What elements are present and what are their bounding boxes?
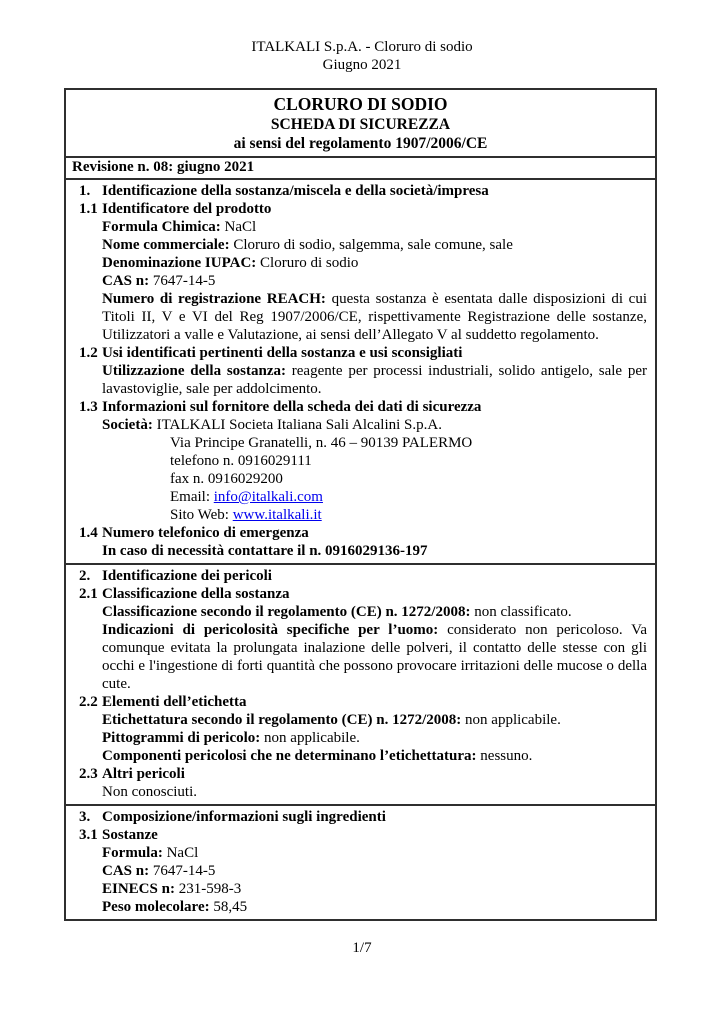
section-title: Classificazione della sostanza xyxy=(102,586,290,602)
section-number: 1.2 xyxy=(79,345,98,361)
field-value: 58,45 xyxy=(213,899,248,915)
field-value: NaCl xyxy=(224,219,257,235)
safety-sheet-table xyxy=(64,88,657,921)
section-1-4-heading xyxy=(66,524,647,542)
section-title: Numero telefonico di emergenza xyxy=(102,525,309,541)
section-title: Informazioni sul fornitore della scheda dei dati di sicurezza xyxy=(102,399,482,415)
section-number: 1.4 xyxy=(79,525,98,541)
title-block xyxy=(66,90,655,156)
section-number: 3.1 xyxy=(79,827,98,843)
section-title: Identificatore del prodotto xyxy=(102,201,272,217)
website-label: Sito Web: xyxy=(170,507,229,523)
field-label: Utilizzazione della sostanza: xyxy=(102,363,286,379)
substance-use-paragraph xyxy=(102,362,647,398)
section-1-3-heading xyxy=(66,398,647,416)
section-number: 1. xyxy=(79,183,91,199)
section-number: 2.1 xyxy=(79,586,98,602)
field-value: ITALKALI Societa Italiana Sali Alcalini S.p.A. xyxy=(156,417,442,433)
field-label: Società: xyxy=(102,417,153,433)
section-number: 1.3 xyxy=(79,399,98,415)
company-phone-line: telefono n. 0916029111 xyxy=(170,453,312,469)
company-email-line xyxy=(170,488,647,506)
labelling-row xyxy=(102,711,647,729)
section-number: 2.3 xyxy=(79,766,98,782)
section-title: Usi identificati pertinenti della sostanza e usi sconsigliati xyxy=(102,345,463,361)
section-1-1-heading xyxy=(66,200,647,218)
field-value: non applicabile. xyxy=(264,730,360,746)
field-value: Cloruro di sodio, salgemma, sale comune, sale xyxy=(233,237,513,253)
field-label: Denominazione IUPAC: xyxy=(102,255,257,271)
other-hazards-value: Non conosciuti. xyxy=(102,784,197,800)
email-label: Email: xyxy=(170,489,210,505)
website-link[interactable]: www.italkali.it xyxy=(232,507,322,523)
hazardous-components-row xyxy=(102,747,647,765)
section-number: 2.2 xyxy=(79,694,98,710)
product-title: CLORURO DI SODIO xyxy=(273,94,448,114)
section-title: Identificazione della sostanza/miscela e della società/impresa xyxy=(102,183,489,199)
field-value: 231-598-3 xyxy=(178,881,242,897)
header-company-line: ITALKALI S.p.A. - Cloruro di sodio xyxy=(251,39,473,55)
section-2-2-heading xyxy=(66,693,647,711)
section-title: Identificazione dei pericoli xyxy=(102,568,272,584)
section-title: Altri pericoli xyxy=(102,766,185,782)
field-label: CAS n: xyxy=(102,863,150,879)
field-value: NaCl xyxy=(166,845,199,861)
chemical-formula-row xyxy=(102,218,647,236)
pictograms-row xyxy=(102,729,647,747)
section-3-composition xyxy=(66,804,655,919)
field-value: questa sostanza è esentata dalle disposizioni di cui Titoli II, V e VI del Reg 1907/2006/CE, rispettivamente Registrazione delle sostanze, Utilizzatori a valle e Valutazione, ai sensi dell’Allegato V al suddetto regolamento. xyxy=(102,291,647,343)
field-label: CAS n: xyxy=(102,273,150,289)
field-label: Pittogrammi di pericolo: xyxy=(102,730,261,746)
human-hazard-paragraph xyxy=(102,621,647,693)
section-1-2-heading xyxy=(66,344,647,362)
company-fax-line: fax n. 0916029200 xyxy=(170,471,283,487)
company-website-line xyxy=(170,506,647,524)
section-number: 3. xyxy=(79,809,91,825)
document-header xyxy=(0,38,724,74)
classification-row xyxy=(102,603,647,621)
field-label: Classificazione secondo il regolamento (CE) n. 1272/2008: xyxy=(102,604,471,620)
section-2-1-heading xyxy=(66,585,647,603)
field-value: nessuno. xyxy=(480,748,533,764)
field-label: Peso molecolare: xyxy=(102,899,210,915)
field-value: 7647-14-5 xyxy=(152,273,216,289)
section-2-3-heading xyxy=(66,765,647,783)
iupac-name-row xyxy=(102,254,647,272)
field-label: Nome commerciale: xyxy=(102,237,230,253)
section-title: Sostanze xyxy=(102,827,158,843)
field-value: non applicabile. xyxy=(465,712,561,728)
field-label: Formula Chimica: xyxy=(102,219,221,235)
commercial-name-row xyxy=(102,236,647,254)
sheet-type-title: SCHEDA DI SICUREZZA xyxy=(270,116,451,133)
page-number: 1/7 xyxy=(352,940,372,956)
section-3-heading xyxy=(66,808,647,826)
cas-row xyxy=(102,862,647,880)
section-2-heading xyxy=(66,567,647,585)
section-1-heading xyxy=(66,182,647,200)
field-value: Cloruro di sodio xyxy=(260,255,359,271)
section-1-identification xyxy=(66,178,655,563)
formula-row xyxy=(102,844,647,862)
field-value: reagente per processi industriali, solido antigelo, sale per lavastoviglie, sale per addolcimento. xyxy=(102,363,647,397)
field-value: considerato non pericoloso. Va comunque evitata la prolungata inalazione delle polveri, il contatto delle stesse con gli occhi e l'ingestione di forti quantità che possono provocare irritazioni delle mucose o della cute. xyxy=(102,622,648,692)
email-link[interactable]: info@italkali.com xyxy=(213,489,323,505)
molecular-weight-row xyxy=(102,898,647,916)
section-2-hazards xyxy=(66,563,655,804)
field-label: Indicazioni di pericolosità specifiche per l’uomo: xyxy=(102,622,439,638)
cas-number-row xyxy=(102,272,647,290)
section-number: 2. xyxy=(79,568,91,584)
reach-registration-paragraph xyxy=(102,290,647,344)
company-row xyxy=(102,416,647,434)
company-address-line: Via Principe Granatelli, n. 46 – 90139 PALERMO xyxy=(170,435,473,451)
field-value: non classificato. xyxy=(474,604,572,620)
header-date-line: Giugno 2021 xyxy=(322,57,402,73)
revision-row: Revisione n. 08: giugno 2021 xyxy=(66,156,655,178)
section-3-1-heading xyxy=(66,826,647,844)
field-value: 7647-14-5 xyxy=(152,863,216,879)
field-label: Formula: xyxy=(102,845,163,861)
field-label: EINECS n: xyxy=(102,881,175,897)
einecs-row xyxy=(102,880,647,898)
field-label: Numero di registrazione REACH: xyxy=(102,291,326,307)
section-title: Composizione/informazioni sugli ingredienti xyxy=(102,809,386,825)
regulation-subtitle: ai sensi del regolamento 1907/2006/CE xyxy=(233,135,488,152)
section-title: Elementi dell’etichetta xyxy=(102,694,247,710)
field-label: Etichettatura secondo il regolamento (CE) n. 1272/2008: xyxy=(102,712,462,728)
section-number: 1.1 xyxy=(79,201,98,217)
field-label: Componenti pericolosi che ne determinano l’etichettatura: xyxy=(102,748,477,764)
emergency-phone-line: In caso di necessità contattare il n. 0916029136-197 xyxy=(102,543,428,559)
